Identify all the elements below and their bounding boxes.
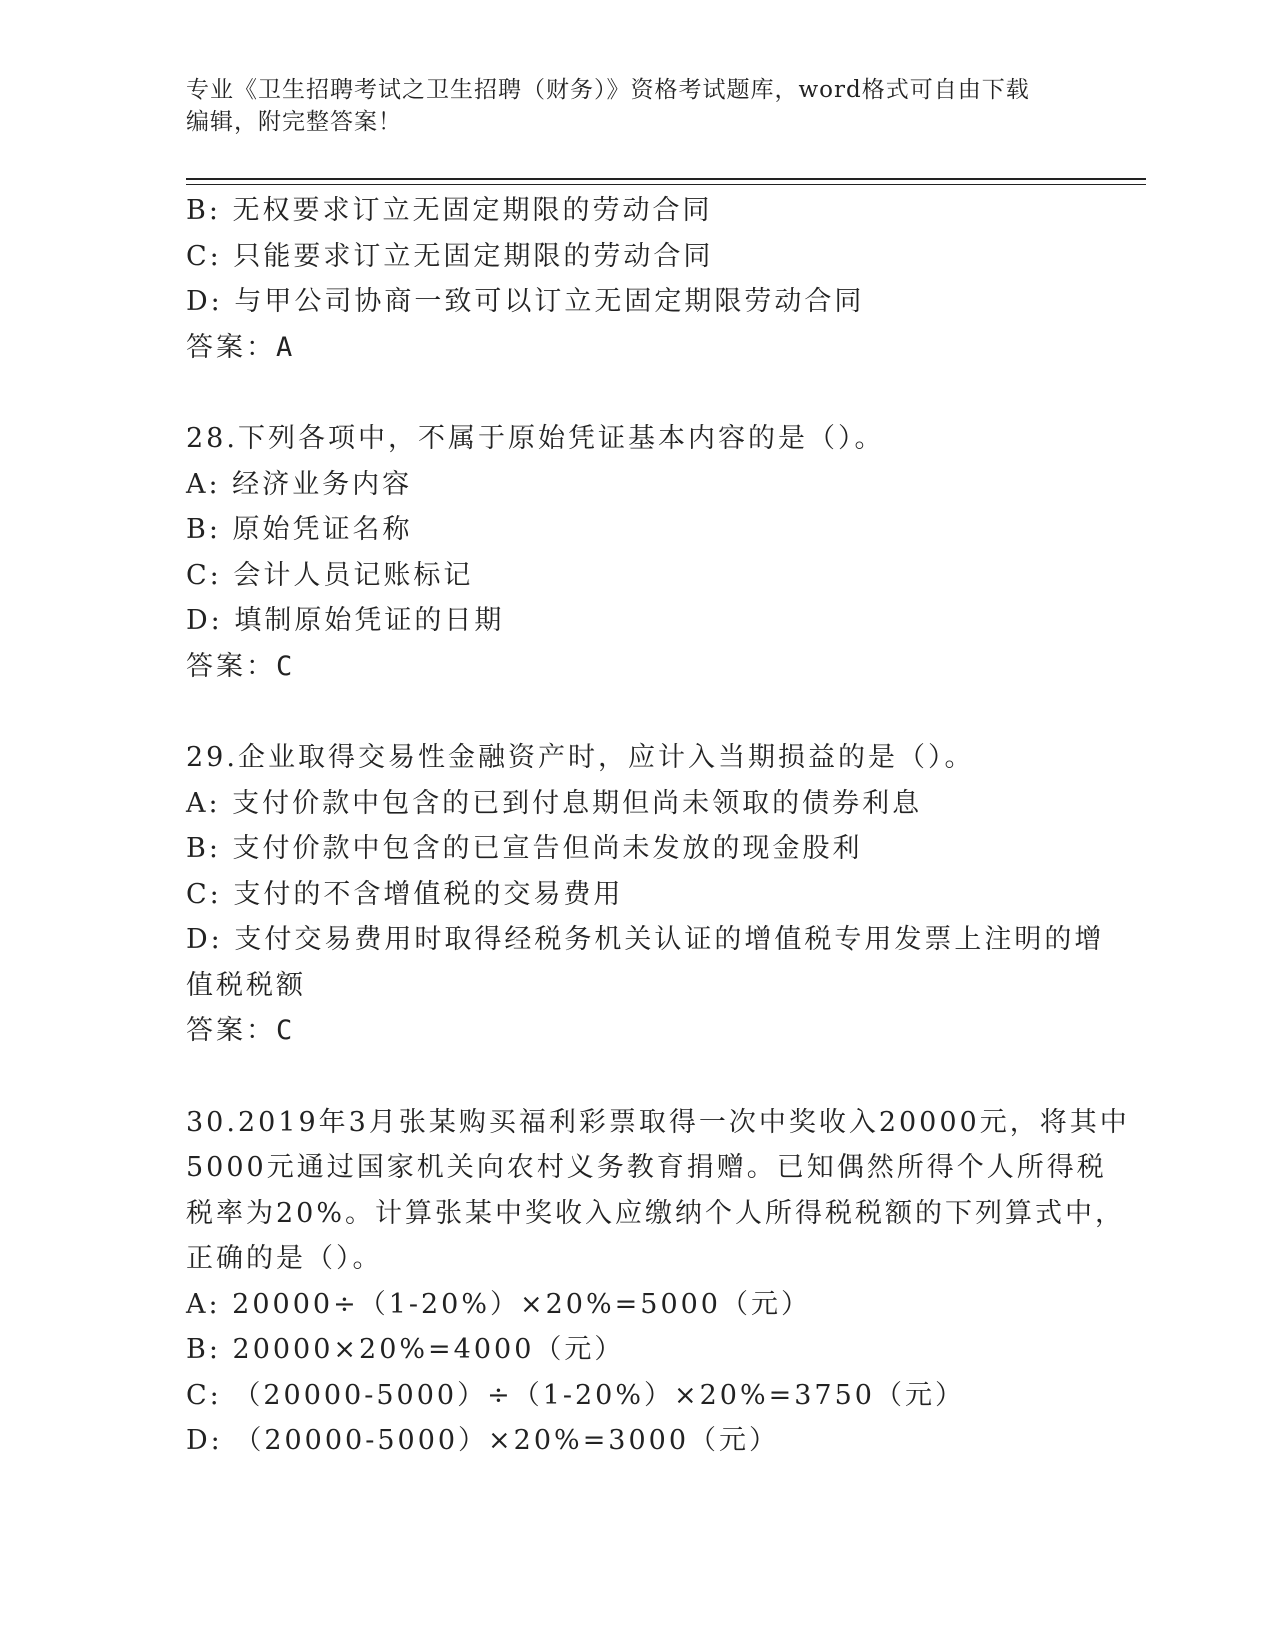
option-d-line-1: D: 支付交易费用时取得经税务机关认证的增值税专用发票上注明的增 (186, 924, 1105, 955)
question-29 (186, 735, 1105, 1054)
header-line-1: 专业《卫生招聘考试之卫生招聘（财务）》资格考试题库，word格式可自由下载 (186, 77, 1030, 103)
option-d: D: （20000-5000）×20%=3000（元） (186, 1425, 780, 1456)
question-list (186, 188, 1130, 1464)
answer-line (186, 644, 1086, 690)
question-stem-line-2: 5000元通过国家机关向农村义务教育捐赠。已知偶然所得个人所得税 (186, 1152, 1107, 1183)
answer-line (186, 325, 1086, 371)
header-divider-thick (186, 178, 1146, 180)
question-stem-line-3: 税率为20%。计算张某中奖收入应缴纳个人所得税税额的下列算式中， (186, 1197, 1126, 1229)
question-spacer (186, 1054, 1086, 1100)
question-28 (186, 416, 1086, 689)
question-30 (186, 1100, 1130, 1464)
option-c: C: （20000-5000）÷（1-20%）×20%=3750（元） (186, 1379, 965, 1411)
option-d-line-2: 值税税额 (186, 969, 306, 1001)
answer-value: A (276, 331, 296, 363)
option-a: A: 20000÷（1-20%）×20%=5000（元） (186, 1288, 811, 1320)
option-b: B: 原始凭证名称 (186, 514, 413, 545)
option-b: B: 无权要求订立无固定期限的劳动合同 (186, 195, 713, 226)
question-spacer (186, 370, 1086, 416)
option-d: D: 与甲公司协商一致可以订立无固定期限劳动合同 (186, 286, 865, 317)
answer-label: 答案： (186, 650, 276, 682)
question-stem: 29.企业取得交易性金融资产时，应计入当期损益的是（）。 (186, 742, 975, 773)
header-divider-thin (186, 184, 1146, 185)
header-line-2: 编辑，附完整答案！ (186, 109, 402, 135)
question-stem: 28.下列各项中，不属于原始凭证基本内容的是（）。 (186, 423, 885, 454)
answer-value: C (276, 650, 296, 682)
answer-line (186, 1008, 1086, 1054)
answer-label: 答案： (186, 331, 276, 363)
option-c: C: 支付的不含增值税的交易费用 (186, 878, 624, 910)
question-stem-line-4: 正确的是（）。 (186, 1243, 383, 1274)
option-a: A: 支付价款中包含的已到付息期但尚未领取的债券利息 (186, 787, 923, 819)
option-b: B: 20000×20%=4000（元） (186, 1334, 625, 1365)
option-d: D: 填制原始凭证的日期 (186, 605, 505, 636)
answer-value: C (276, 1015, 296, 1046)
option-c: C: 会计人员记账标记 (186, 559, 474, 591)
option-c: C: 只能要求订立无固定期限的劳动合同 (186, 240, 714, 272)
document-header (186, 74, 1086, 138)
option-b: B: 支付价款中包含的已宣告但尚未发放的现金股利 (186, 833, 863, 864)
option-a: A: 经济业务内容 (186, 468, 413, 500)
question-stem-line-1: 30.2019年3月张某购买福利彩票取得一次中奖收入20000元，将其中 (186, 1106, 1130, 1138)
question-spacer (186, 689, 1086, 735)
question-27-continuation (186, 188, 1086, 370)
answer-label: 答案： (186, 1015, 276, 1046)
